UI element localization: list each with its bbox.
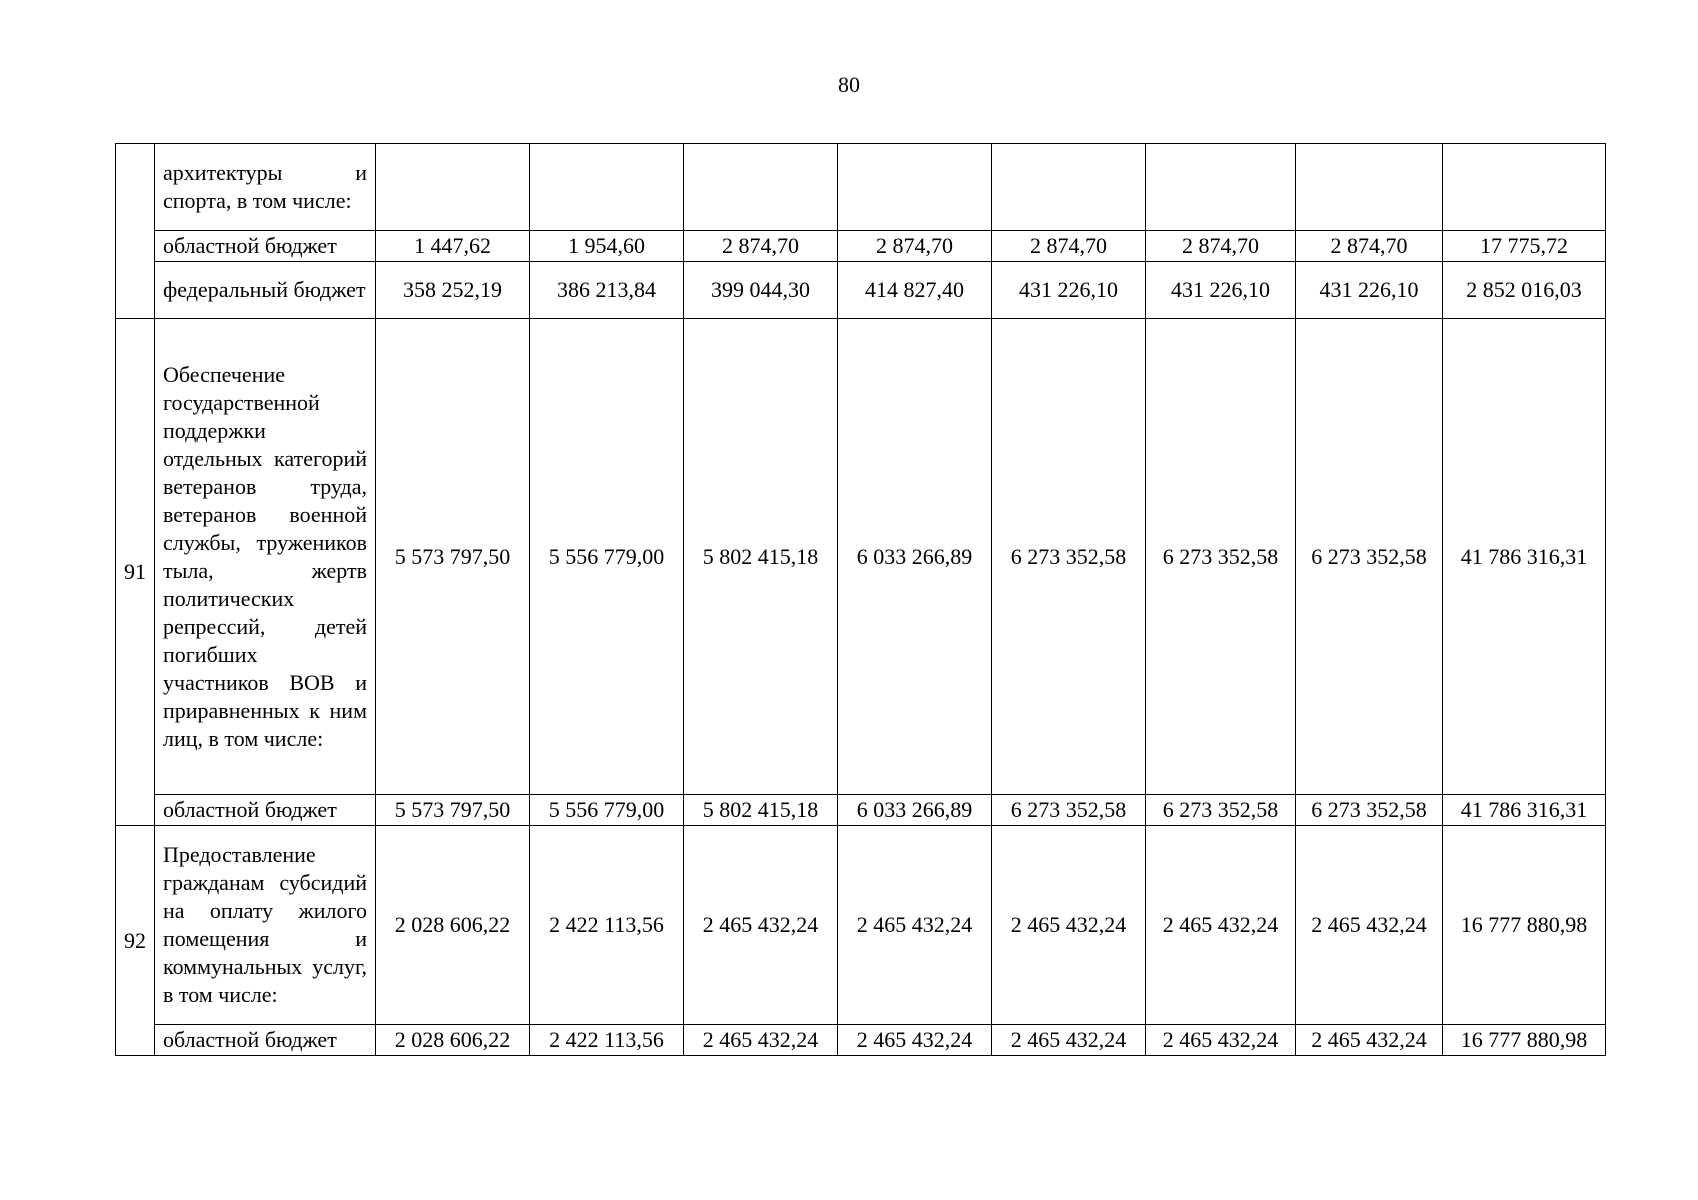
program-title: Обеспечение государственной поддержки отдельных категорий ветеранов труда, ветеранов военной службы, тружеников тыла, жертв политических репрессий, детей погибших участников ВОВ и приравненных к ним лиц, в том числе:: [155, 319, 376, 795]
value-cell: 2 874,70: [1296, 231, 1443, 262]
value-cell: 2 874,70: [992, 231, 1146, 262]
page-number: 80: [838, 72, 860, 97]
value-cell: 2 422 113,56: [530, 826, 684, 1025]
table-row: [116, 1025, 1606, 1056]
value-cell: 6 273 352,58: [1146, 795, 1296, 826]
row-number: 91: [116, 319, 155, 826]
value-cell: 2 465 432,24: [838, 826, 992, 1025]
value-cell: 5 556 779,00: [530, 319, 684, 795]
value-cell: 399 044,30: [684, 262, 838, 319]
value-cell: 2 028 606,22: [376, 826, 530, 1025]
value-cell: 2 465 432,24: [1296, 826, 1443, 1025]
value-cell: 2 465 432,24: [838, 1025, 992, 1056]
value-cell: 6 273 352,58: [1296, 319, 1443, 795]
value-cell: 2 874,70: [684, 231, 838, 262]
value-cell: 16 777 880,98: [1443, 1025, 1606, 1056]
value-cell: 2 852 016,03: [1443, 262, 1606, 319]
value-cell: 6 273 352,58: [992, 795, 1146, 826]
value-cell: 5 802 415,18: [684, 795, 838, 826]
value-cell: 414 827,40: [838, 262, 992, 319]
value-cell: 41 786 316,31: [1443, 319, 1606, 795]
value-cell: 2 422 113,56: [530, 1025, 684, 1056]
value-cell: 6 033 266,89: [838, 319, 992, 795]
value-cell: 2 465 432,24: [992, 1025, 1146, 1056]
value-cell: [1443, 144, 1606, 231]
table-row: [116, 319, 1606, 795]
budget-source-label: областной бюджет: [155, 231, 376, 262]
value-cell: [530, 144, 684, 231]
value-cell: 5 556 779,00: [530, 795, 684, 826]
value-cell: 1 954,60: [530, 231, 684, 262]
value-cell: 41 786 316,31: [1443, 795, 1606, 826]
value-cell: [1146, 144, 1296, 231]
value-cell: [838, 144, 992, 231]
value-cell: 2 465 432,24: [684, 1025, 838, 1056]
value-cell: 386 213,84: [530, 262, 684, 319]
row-number: [116, 144, 155, 319]
program-title: архитектуры и спорта, в том числе:: [155, 144, 376, 231]
program-title: Предоставление гражданам субсидий на оплату жилого помещения и коммунальных услуг, в том числе:: [155, 826, 376, 1025]
budget-source-label: областной бюджет: [155, 795, 376, 826]
value-cell: 2 465 432,24: [1146, 1025, 1296, 1056]
table-row: [116, 795, 1606, 826]
table-row: [116, 826, 1606, 1025]
value-cell: 358 252,19: [376, 262, 530, 319]
table-row: [116, 231, 1606, 262]
row-number: 92: [116, 826, 155, 1056]
value-cell: 2 465 432,24: [1146, 826, 1296, 1025]
value-cell: 2 874,70: [838, 231, 992, 262]
value-cell: 2 465 432,24: [684, 826, 838, 1025]
value-cell: 431 226,10: [992, 262, 1146, 319]
table-row: [116, 144, 1606, 231]
budget-source-label: федеральный бюджет: [155, 262, 376, 319]
value-cell: 6 273 352,58: [1146, 319, 1296, 795]
value-cell: 5 802 415,18: [684, 319, 838, 795]
value-cell: 431 226,10: [1146, 262, 1296, 319]
table-row: [116, 262, 1606, 319]
value-cell: [1296, 144, 1443, 231]
value-cell: 6 273 352,58: [992, 319, 1146, 795]
budget-source-label: областной бюджет: [155, 1025, 376, 1056]
value-cell: 2 465 432,24: [992, 826, 1146, 1025]
value-cell: 5 573 797,50: [376, 319, 530, 795]
value-cell: 2 465 432,24: [1296, 1025, 1443, 1056]
value-cell: [684, 144, 838, 231]
value-cell: 431 226,10: [1296, 262, 1443, 319]
value-cell: 6 273 352,58: [1296, 795, 1443, 826]
value-cell: [376, 144, 530, 231]
budget-table: [115, 143, 1606, 1056]
value-cell: 2 874,70: [1146, 231, 1296, 262]
value-cell: 17 775,72: [1443, 231, 1606, 262]
value-cell: 1 447,62: [376, 231, 530, 262]
value-cell: 5 573 797,50: [376, 795, 530, 826]
value-cell: 6 033 266,89: [838, 795, 992, 826]
value-cell: [992, 144, 1146, 231]
value-cell: 2 028 606,22: [376, 1025, 530, 1056]
value-cell: 16 777 880,98: [1443, 826, 1606, 1025]
